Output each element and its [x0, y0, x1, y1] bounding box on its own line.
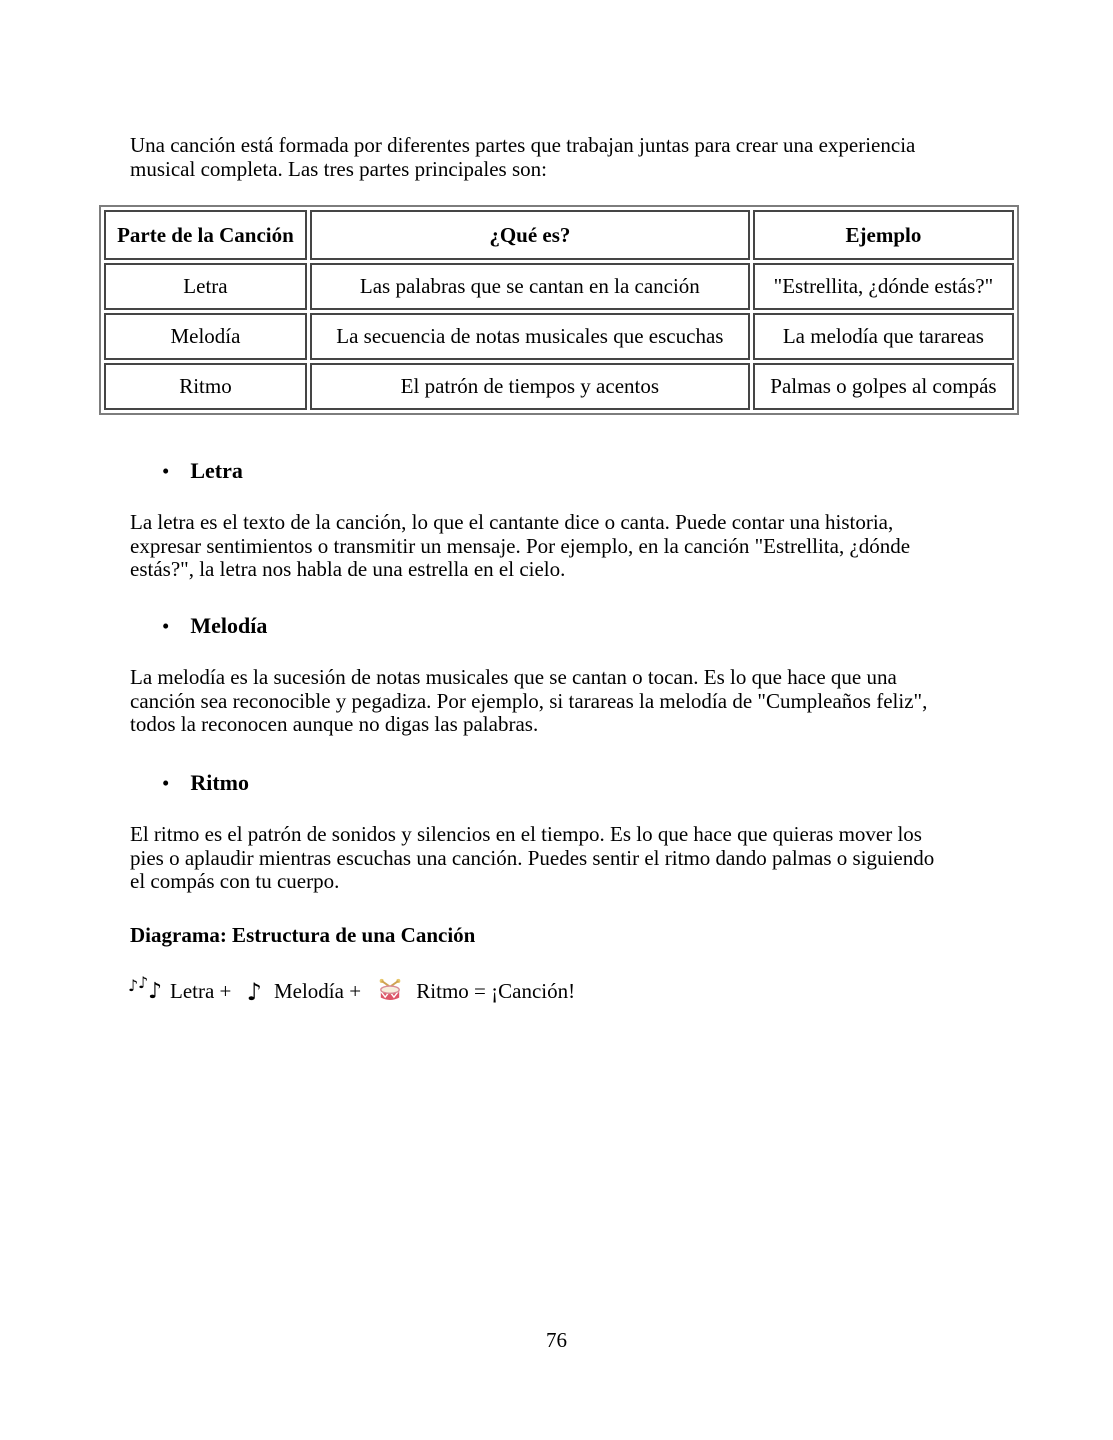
section-heading-label: Ritmo [190, 770, 250, 795]
table-header-cell: ¿Qué es? [310, 210, 750, 260]
drum-icon [376, 977, 404, 1005]
table-row [104, 363, 1014, 410]
table-header-cell: Parte de la Canción [104, 210, 307, 260]
section-heading-label: Letra [190, 458, 243, 483]
paragraph-line: el compás con tu cuerpo. [130, 869, 340, 893]
paragraph-line: La letra es el texto de la canción, lo que el cantante dice o canta. Puede contar una historia, [130, 510, 894, 534]
table-row [104, 263, 1014, 310]
section-heading-ritmo [162, 770, 249, 796]
bullet-icon: • [162, 771, 170, 795]
table-cell: La secuencia de notas musicales que escuchas [310, 313, 750, 360]
paragraph-line: todos la reconocen aunque no digas las palabras. [130, 712, 539, 736]
bullet-icon: • [162, 614, 170, 638]
paragraph-line: canción sea reconocible y pegadiza. Por ejemplo, si tarareas la melodía de "Cumpleaños feliz", [130, 688, 928, 713]
paragraph-line: Una canción está formada por diferentes partes que trabajan juntas para crear una experiencia [130, 133, 916, 157]
paragraph-line: musical completa. Las tres partes principales son: [130, 156, 547, 181]
table-row [104, 313, 1014, 360]
section-paragraph-melodia [130, 666, 927, 737]
section-paragraph-ritmo [130, 823, 934, 894]
song-formula [128, 975, 575, 1006]
bullet-icon: • [162, 459, 170, 483]
table-cell: La melodía que tarareas [753, 313, 1014, 360]
diagram-title: Diagrama: Estructura de una Canción [130, 923, 476, 947]
section-paragraph-letra [130, 511, 910, 582]
paragraph-line: La melodía es la sucesión de notas musicales que se cantan o tocan. Es lo que hace que una [130, 665, 897, 689]
intro-paragraph [130, 134, 915, 181]
section-heading-melodia [162, 613, 267, 639]
formula-text-letra: Letra + [170, 979, 237, 1003]
paragraph-line: estás?", la letra nos habla de una estrella en el cielo. [130, 557, 566, 581]
section-heading-label: Melodía [190, 613, 268, 638]
song-parts-table [99, 205, 1019, 415]
table-cell: Las palabras que se cantan en la canción [310, 263, 750, 310]
section-heading-letra [162, 458, 243, 484]
paragraph-line: El ritmo es el patrón de sonidos y silencios en el tiempo. Es lo que hace que quieras mover los [130, 822, 922, 846]
table-cell: "Estrellita, ¿dónde estás?" [753, 263, 1014, 310]
table-cell: Ritmo [104, 363, 307, 410]
table-header-cell: Ejemplo [753, 210, 1014, 260]
table-header-row [104, 210, 1014, 260]
table-cell: Letra [104, 263, 307, 310]
paragraph-line: expresar sentimientos o transmitir un mensaje. Por ejemplo, en la canción "Estrellita, ¿dónde [130, 533, 911, 558]
formula-text-ritmo: Ritmo = ¡Canción! [416, 979, 576, 1003]
formula-text-melodia: Melodía + [273, 979, 367, 1003]
page-number: 76 [546, 1328, 567, 1352]
table-cell: Melodía [104, 313, 307, 360]
multiple-notes-icon: ♪ ♪ ♪ [128, 973, 163, 1004]
table-cell: Palmas o golpes al compás [753, 363, 1014, 410]
note-icon: ♪ [246, 978, 262, 1006]
paragraph-line: pies o aplaudir mientras escuchas una canción. Puedes sentir el ritmo dando palmas o siguiendo [130, 845, 935, 870]
table-cell: El patrón de tiempos y acentos [310, 363, 750, 410]
